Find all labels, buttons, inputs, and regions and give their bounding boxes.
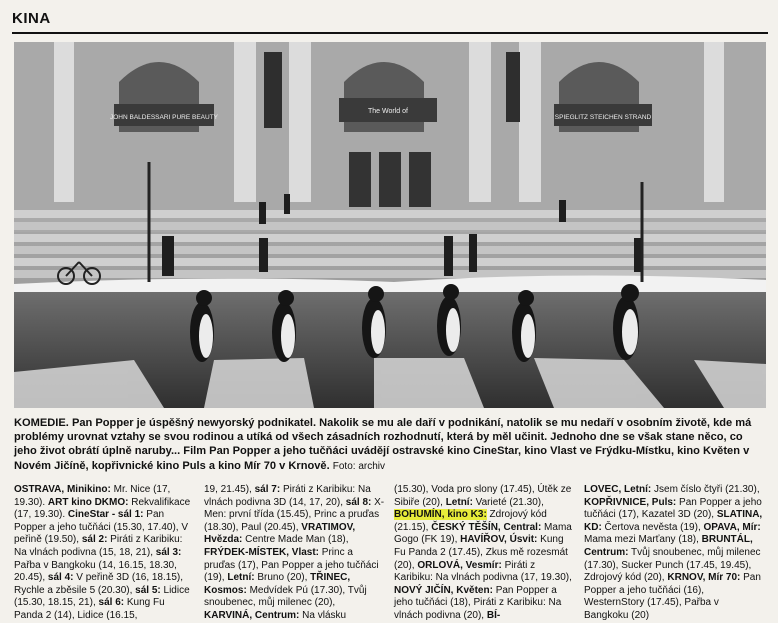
news-photo <box>14 42 766 408</box>
listing-column-4 <box>584 484 766 621</box>
venue-name: NOVÝ JIČÍN, Květen: <box>394 584 493 596</box>
venue-name: Letní: <box>227 572 255 584</box>
venue-name: KRNOV, Mír 70: <box>667 572 741 584</box>
screening-times: Piráti z Karibiku: Na vlnách podivna 3D (14, 17, 20), <box>204 484 371 508</box>
screening-times: Pan Popper a jeho tučňáci (17), Kazatel 3D (20), <box>584 496 762 521</box>
screening-times: Rekvalifikace (17, 19.30). <box>14 496 191 521</box>
screening-times: Pan Popper a jeho tučňáci (18), Piráti z Karibiku: Na vlnách podivna (20), <box>394 584 562 621</box>
venue-name: ORLOVÁ, Vesmír: <box>417 559 502 571</box>
screening-times: Kung Fu Panda 2 (14), Lidice (16.15, <box>14 597 165 621</box>
venue-name: sál 6: <box>98 597 125 609</box>
banner-1: JOHN BALDESSARI PURE BEAUTY <box>110 114 218 121</box>
screening-times: Jsem číslo čtyři (21.30), <box>651 484 760 495</box>
screening-times: Lidice (15.30, 18.15, 21), <box>14 584 190 609</box>
caption-text: KOMEDIE. Pan Popper je úspěšný newyorský podnikatel. Nakolik se mu ale daří v podnikání, natolik se mu nedaří v osobním životě, kde má problémy urovnat vztahy se svou rodinou a utíká od všech zásadních rozhodnutí, která by měl učinit. Jednoho dne se však stane něco, co jeho život obrátí úplně naruby... Film Pan Popper a jeho tučňáci uvádějí ostravské kino CineStar, kino Vlast ve Frýdku-Místku, kino Květen v Novém Jičíně, kopřivnické kino Puls a kino Mír 70 v Krnově. <box>14 417 752 472</box>
screening-times: Tvůj snoubenec, můj milenec (17.30), Sucker Punch (17.45, 19.45), Zdrojový kód (20), <box>584 546 761 584</box>
screening-times: Mr. Nice (17, 19.30). <box>14 484 171 508</box>
screening-times: (15.30), Voda pro slony (17.45), Útěk ze Sibiře (20), <box>394 484 572 508</box>
venue-name: KOPŘIVNICE, Puls: <box>584 496 677 508</box>
screening-times: Čertova nevěsta (19), <box>601 521 704 533</box>
venue-name: FRÝDEK-MÍSTEK, Vlast: <box>204 546 320 558</box>
venue-name: BRUNTÁL, Centrum: <box>584 534 753 558</box>
photo-caption <box>14 416 766 474</box>
penguins-museum-photo <box>14 42 766 408</box>
listing-column-3 <box>394 484 576 621</box>
venue-name: sál 7: <box>254 484 281 495</box>
screening-times: Piráti z Karibiku: Na vlnách podivna (17, 19.30), <box>394 559 572 584</box>
venue-name: sál 3: <box>155 546 182 558</box>
venue-name: HAVÍŘOV, Úsvit: <box>460 534 538 546</box>
venue-name: OSTRAVA, Minikino: <box>14 484 111 495</box>
screening-times: Piráti z Karibiku: Na vlnách podivna (15, 18, 21), <box>14 534 183 558</box>
venue-name: sál 5: <box>135 584 161 596</box>
listing-column-2 <box>204 484 386 621</box>
screening-times: Pařba v Bangkoku (14, 16.15, 18.30, 20.45), <box>14 559 177 584</box>
venue-name: OPAVA, Mír: <box>703 521 761 533</box>
venue-name: ART kino DKMO: <box>47 496 129 508</box>
screening-times: Centre Made Man (18), <box>242 534 349 546</box>
venue-name: sál 4: <box>47 572 74 584</box>
screening-times: X-Men: první třída (15.45), Princ a pruďas (18.30), Paul (20.45), <box>204 496 385 533</box>
screening-times: Varieté (21.30), <box>472 496 544 508</box>
venue-name: sál 2: <box>81 534 108 546</box>
venue-name: sál 8: <box>345 496 372 508</box>
venue-name: CineStar - sál 1: <box>67 509 144 521</box>
banner-2: The World of <box>368 108 408 115</box>
venue-name: LOVEC, Letní: <box>584 484 652 495</box>
screening-times: Mama mezi Marťany (18), <box>584 534 702 546</box>
screening-times: V peřině 3D (16, 18.15), Rychle a zběsile 5 (20.30), <box>14 572 184 596</box>
screening-times: Na vlásku <box>299 609 347 621</box>
cinema-listings <box>14 484 766 621</box>
photo-credit: Foto: archiv <box>332 460 386 472</box>
venue-name: SLATINA, KD: <box>584 509 763 533</box>
venue-name: BÍ- <box>486 609 501 621</box>
venue-name: KARVINÁ, Centrum: <box>204 609 300 621</box>
screening-times: Medvídek Pú (17.30), Tvůj snoubenec, můj milenec (20), <box>204 584 367 609</box>
section-title: KINA <box>12 10 51 27</box>
screening-times: 19, 21.45), <box>204 484 255 495</box>
venue-name: Letní: <box>445 496 473 508</box>
screening-times: Princ a pruďas (17), Pan Popper a jeho tučňáci (19), <box>204 546 379 584</box>
screening-times: Pan Popper a jeho tučňáci (16), WesternStory (17.45), Pařba v Bangkoku (20) <box>584 572 761 621</box>
screening-times: Pan Popper a jeho tučňáci (15.30, 17.40), V peřině (19.50), <box>14 509 189 546</box>
venue-name-highlighted: BOHUMÍN, kino K3: <box>394 509 487 521</box>
banner-3: SPIEGLITZ STEICHEN STRAND <box>554 114 652 121</box>
venue-name: ČESKÝ TĚŠÍN, Central: <box>431 521 542 533</box>
listing-column-1 <box>14 484 196 621</box>
screening-times: Mama Gogo (FK 19), <box>394 521 572 546</box>
screening-times: Bruno (20), <box>254 572 311 584</box>
title-rule <box>12 32 768 34</box>
venue-name: TŘINEC, Kosmos: <box>204 572 351 596</box>
screening-times: Zdrojový kód (21.15), <box>394 509 547 533</box>
screening-times: Kung Fu Panda 2 (17.45), Zkus mě rozesmát (20), <box>394 534 568 571</box>
venue-name: VRATIMOV, Hvězda: <box>204 521 356 546</box>
